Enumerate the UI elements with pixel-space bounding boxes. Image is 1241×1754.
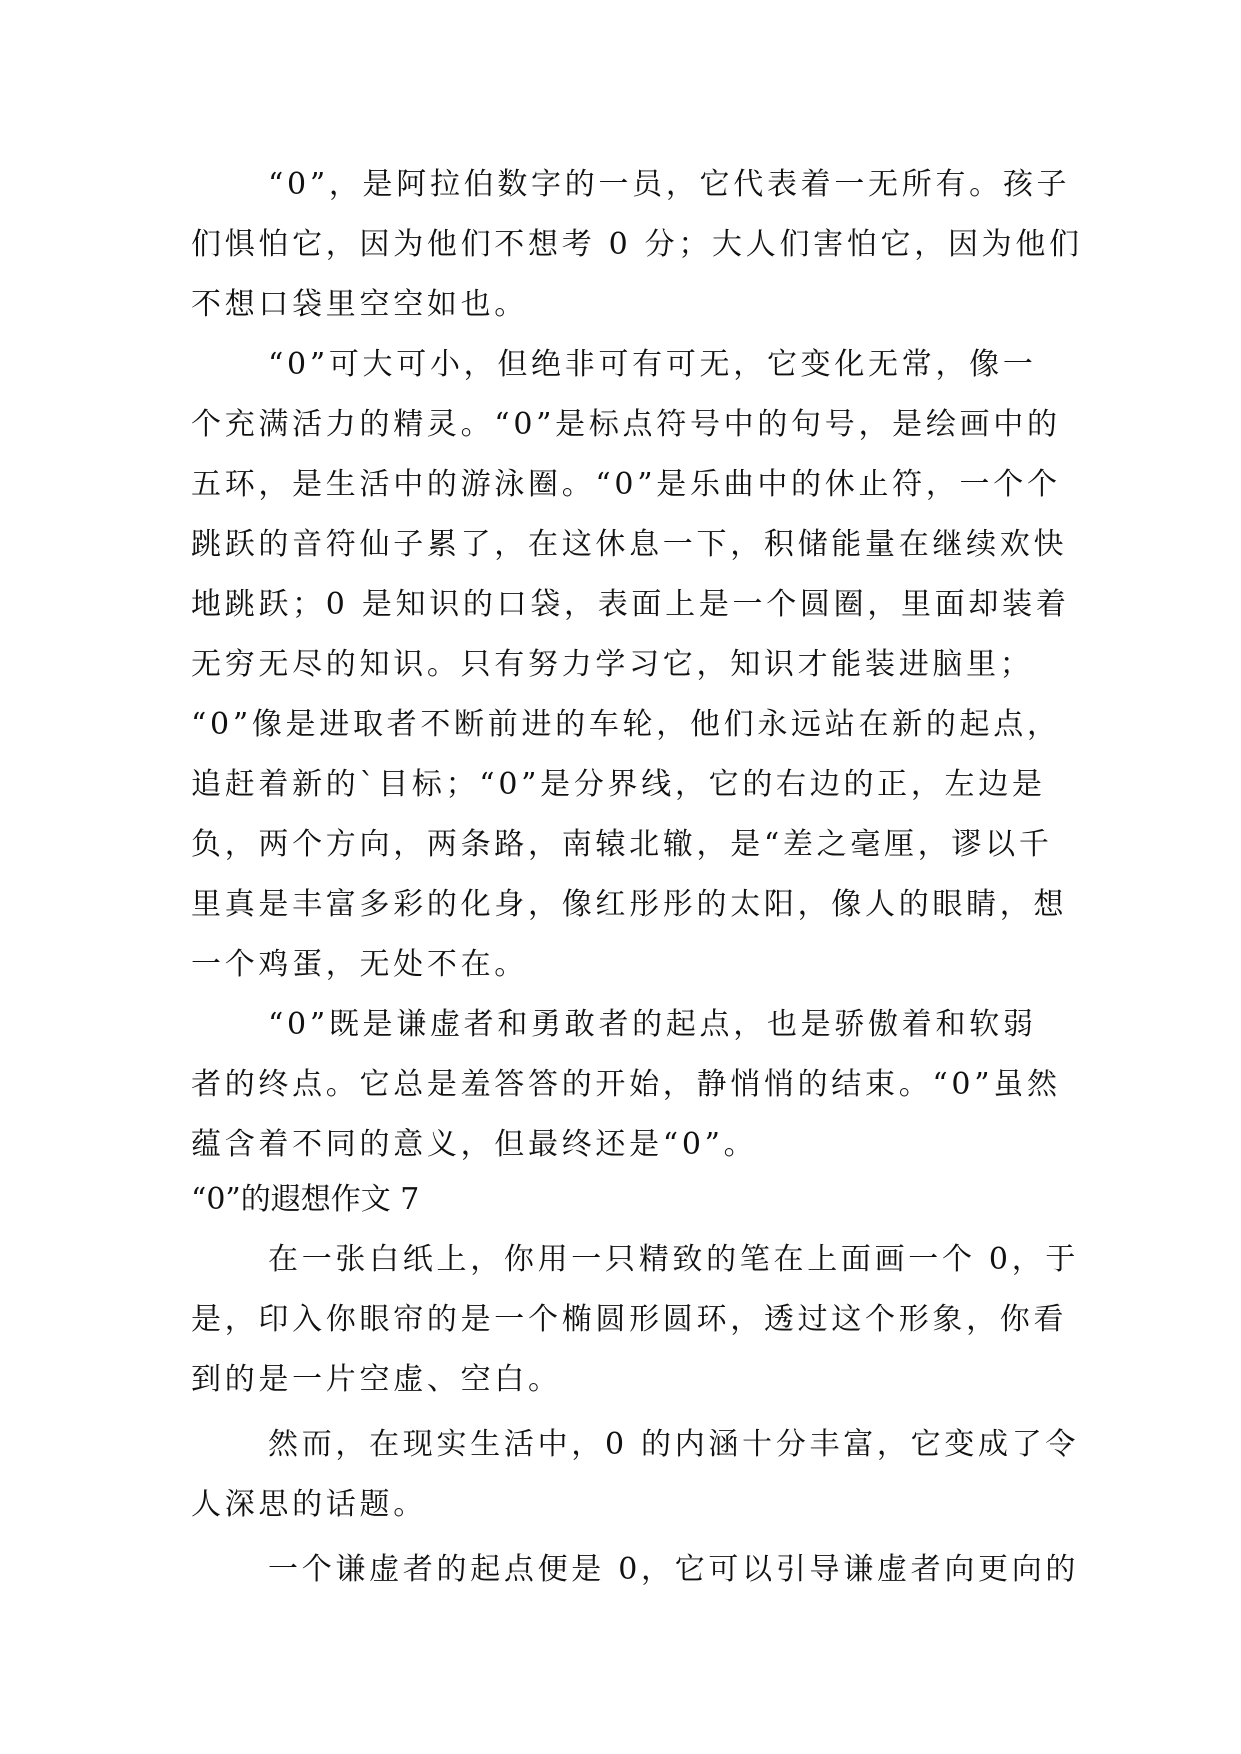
paragraph-2-line-3: 五环，是生活中的游泳圈。“0”是乐曲中的休止符，一个个: [191, 467, 1061, 502]
paragraph-4-line-2: 是，印入你眼帘的是一个椭圆形圆环，透过这个形象，你看: [191, 1302, 1068, 1337]
section-heading: “0”的遐想作文 7: [191, 1182, 420, 1217]
paragraph-2-line-2: 个充满活力的精灵。“0”是标点符号中的句号，是绘画中的: [191, 407, 1061, 442]
paragraph-3-line-3: 蕴含着不同的意义，但最终还是“0”。: [191, 1127, 758, 1162]
paragraph-4-line-3: 到的是一片空虚、空白。: [191, 1362, 562, 1397]
paragraph-2-line-8: 追赶着新的`目标；“0”是分界线，它的右边的正，左边是: [191, 767, 1046, 802]
paragraph-2-line-7: “0”像是进取者不断前进的车轮，他们永远站在新的起点，: [191, 707, 1061, 742]
paragraph-1-line-2: 们惧怕它，因为他们不想考 0 分；大人们害怕它，因为他们: [191, 227, 1083, 262]
paragraph-2-line-4: 跳跃的音符仙子累了，在这休息一下，积储能量在继续欢快: [191, 527, 1068, 562]
paragraph-5-line-1: 然而，在现实生活中，0 的内涵十分丰富，它变成了令: [268, 1427, 1080, 1462]
paragraph-3-line-1: “0”既是谦虚者和勇敢者的起点，也是骄傲着和软弱: [268, 1007, 1037, 1042]
paragraph-2-line-5: 地跳跃；0 是知识的口袋，表面上是一个圆圈，里面却装着: [191, 587, 1070, 622]
paragraph-2-line-6: 无穷无尽的知识。只有努力学习它，知识才能装进脑里；: [191, 647, 1034, 682]
paragraph-5-line-2: 人深思的话题。: [191, 1487, 427, 1522]
paragraph-6-line-1: 一个谦虚者的起点便是 0，它可以引导谦虚者向更向的: [268, 1552, 1080, 1587]
paragraph-3-line-2: 者的终点。它总是羞答答的开始，静悄悄的结束。“0”虽然: [191, 1067, 1061, 1102]
paragraph-1-line-3: 不想口袋里空空如也。: [191, 287, 528, 322]
paragraph-2-line-11: 一个鸡蛋，无处不在。: [191, 947, 528, 982]
paragraph-2-line-9: 负，两个方向，两条路，南辕北辙，是“差之毫厘，谬以千: [191, 827, 1053, 862]
paragraph-2-line-10: 里真是丰富多彩的化身，像红彤彤的太阳，像人的眼睛，想: [191, 887, 1068, 922]
paragraph-2-line-1: “0”可大可小，但绝非可有可无，它变化无常，像一: [268, 347, 1037, 382]
paragraph-4-line-1: 在一张白纸上，你用一只精致的笔在上面画一个 0，于: [268, 1242, 1080, 1277]
paragraph-1-line-1: “0”，是阿拉伯数字的一员，它代表着一无所有。孩子: [268, 167, 1071, 202]
